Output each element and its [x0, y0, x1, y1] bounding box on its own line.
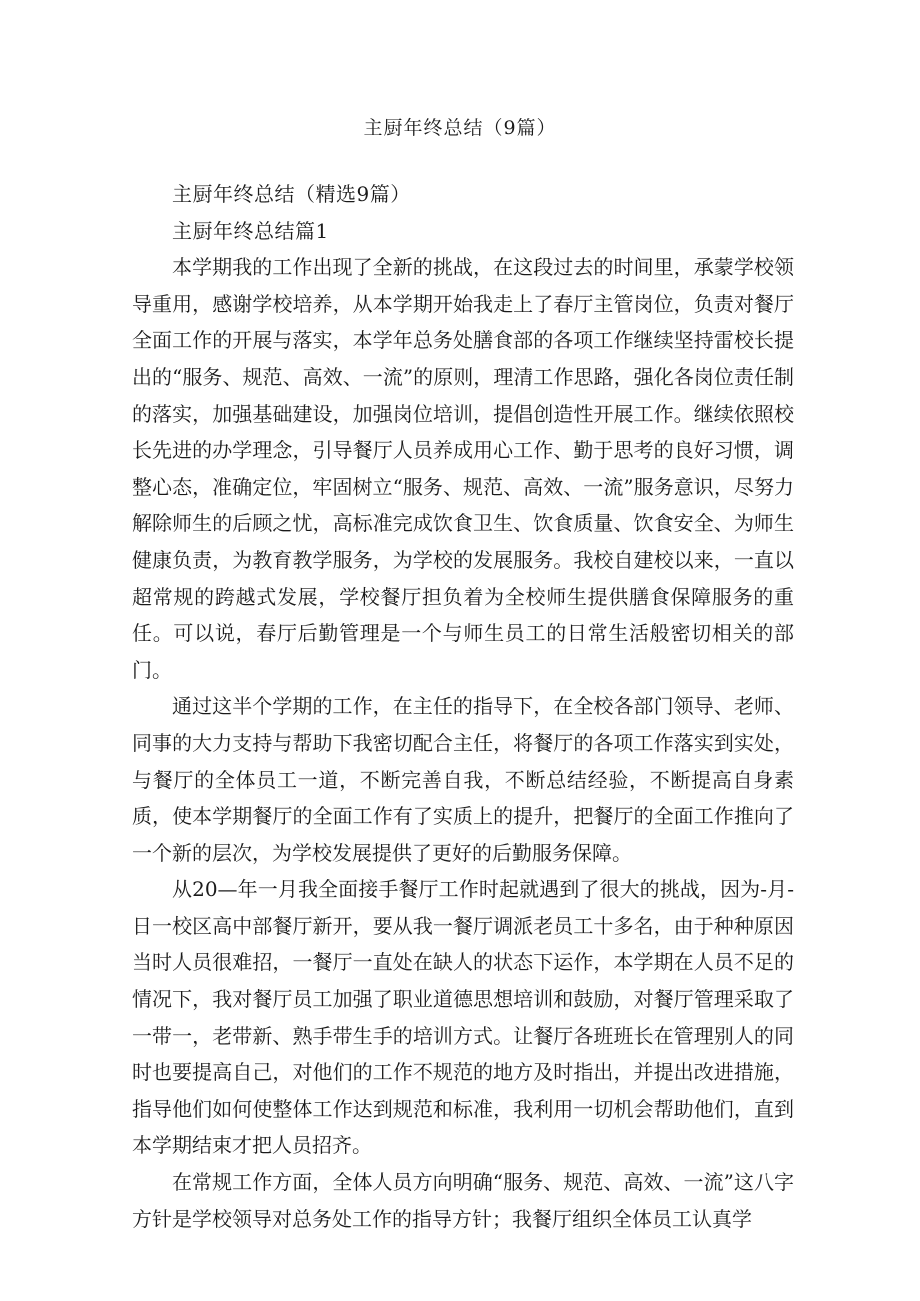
paragraph: 从20—年一月我全面接手餐厅工作时起就遇到了很大的挑战，因为-月-日一校区高中部餐厅新开，要从我一餐厅调派老员工十多名，由于种种原因当时人员很难招，一餐厅一直处在缺人的状态下运作，本学期在人员不足的情况下，我对餐厅员工加强了职业道德思想培训和鼓励，对餐厅管理采取了一带一，老带新、熟手带生手的培训方式。让餐厅各班班长在管理别人的同时也要提高自己，对他们的工作不规范的地方及时指出，并提出改进措施，指导他们如何使整体工作达到规范和标准，我利用一切机会帮助他们，直到本学期结束才把人员招齐。 [132, 877, 794, 1158]
paragraph: 在常规工作方面，全体人员方向明确“服务、规范、高效、一流”这八字方针是学校领导对总务处工作的指导方针；我餐厅组织全体员工认真学 [132, 1170, 794, 1231]
section-heading: 主厨年终总结篇1 [172, 218, 329, 243]
document-body [132, 176, 794, 1237]
document-subtitle: 主厨年终总结（精选9篇） [172, 182, 411, 206]
document-title: 主厨年终总结（9篇） [363, 117, 557, 139]
paragraph: 本学期我的工作出现了全新的挑战，在这段过去的时间里，承蒙学校领导重用，感谢学校培养，从本学期开始我走上了春厅主管岗位，负责对餐厅全面工作的开展与落实，本学年总务处膳食部的各项工作继续坚持雷校长提出的“服务、规范、高效、一流”的原则，理清工作思路，强化各岗位责任制的落实，加强基础建设，加强岗位培训，提倡创造性开展工作。继续依照校长先进的办学理念，引导餐厅人员养成用心工作、勤于思考的良好习惯，调整心态，准确定位，牢固树立“服务、规范、高效、一流”服务意识，尽努力解除师生的后顾之忧，高标准完成饮食卫生、饮食质量、饮食安全、为师生健康负责，为教育教学服务，为学校的发展服务。我校自建校以来，一直以超常规的跨越式发展，学校餐厅担负着为全校师生提供膳食保障服务的重任。可以说，春厅后勤管理是一个与师生员工的日常生活般密切相关的部门。 [132, 255, 794, 682]
paragraph: 通过这半个学期的工作，在主任的指导下，在全校各部门领导、老师、同事的大力支持与帮助下我密切配合主任，将餐厅的各项工作落实到实处，与餐厅的全体员工一道，不断完善自我，不断总结经验，不断提高自身素质，使本学期餐厅的全面工作有了实质上的提升，把餐厅的全面工作推向了一个新的层次，为学校发展提供了更好的后勤服务保障。 [132, 694, 794, 865]
